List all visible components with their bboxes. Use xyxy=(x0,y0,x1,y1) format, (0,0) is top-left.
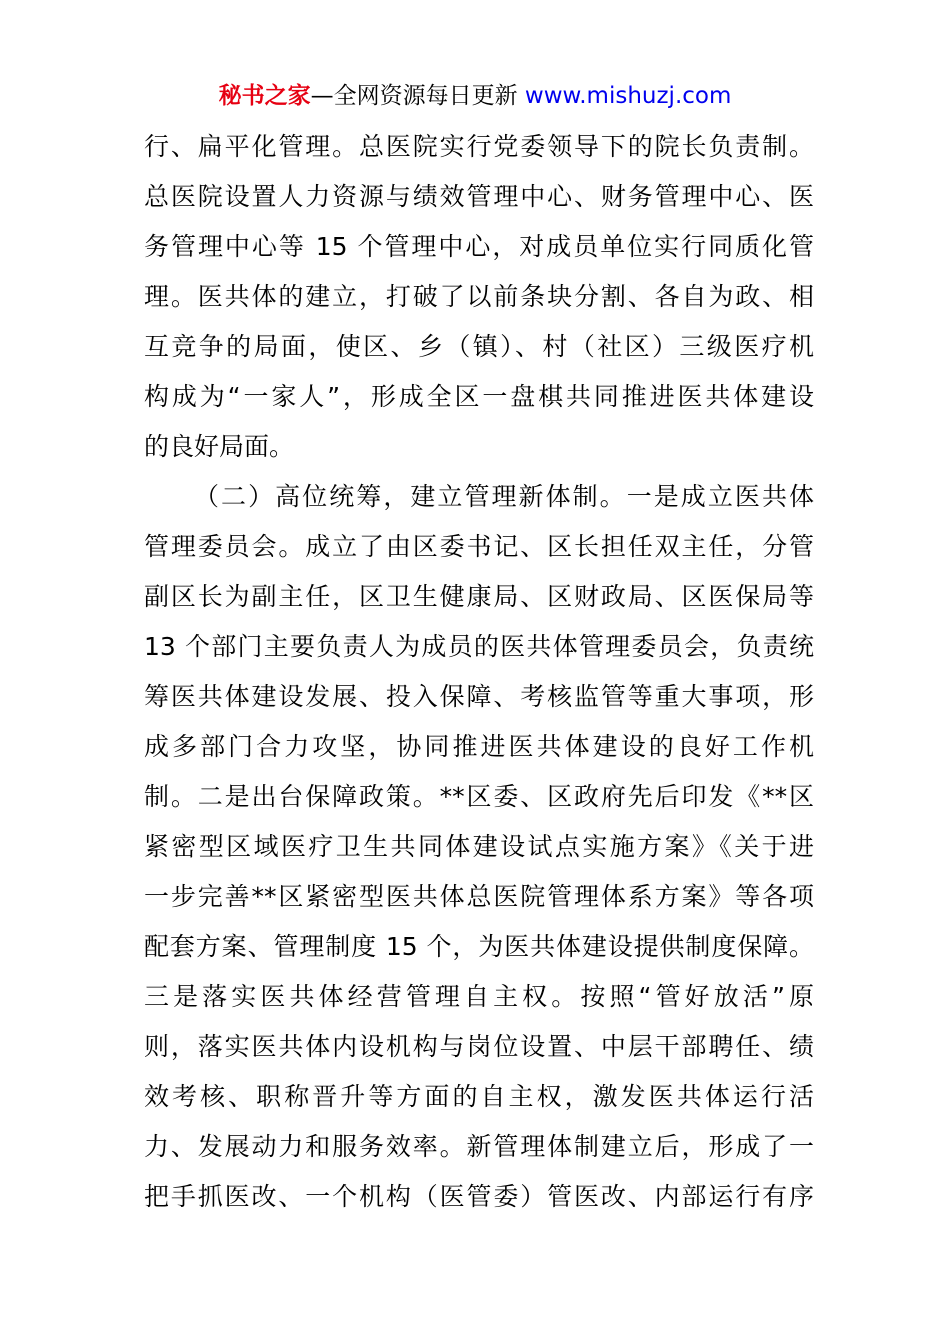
paragraph-1 xyxy=(144,122,814,472)
text-line: 的良好局面。 xyxy=(144,432,295,461)
site-header xyxy=(0,80,950,112)
text-line: 副区长为副主任，区卫生健康局、区财政局、区医保局等 xyxy=(144,582,814,611)
document-body xyxy=(144,122,814,1222)
text-line: 三是落实医共体经营管理自主权。按照“管好放活”原 xyxy=(144,982,814,1011)
text-line: 一步完善**区紧密型医共体总医院管理体系方案》等各项 xyxy=(144,882,814,911)
text-line: 筹医共体建设发展、投入保障、考核监管等重大事项，形 xyxy=(144,682,814,711)
text-line: 构成为“一家人”，形成全区一盘棋共同推进医共体建设 xyxy=(144,382,814,411)
text-line: 制。二是出台保障政策。**区委、区政府先后印发《**区 xyxy=(144,782,814,811)
text-line: 效考核、职称晋升等方面的自主权，激发医共体运行活 xyxy=(144,1082,814,1111)
text-line: 紧密型区域医疗卫生共同体建设试点实施方案》《关于进 xyxy=(144,832,814,861)
text-line: 总医院设置人力资源与绩效管理中心、财务管理中心、医 xyxy=(144,182,814,211)
brand-name: 秘书之家 xyxy=(218,83,311,109)
text-line: 则，落实医共体内设机构与岗位设置、中层干部聘任、绩 xyxy=(144,1032,814,1061)
text-line: 务管理中心等 15 个管理中心，对成员单位实行同质化管 xyxy=(144,232,814,261)
text-line: 13 个部门主要负责人为成员的医共体管理委员会，负责统 xyxy=(144,632,814,661)
text-line: 配套方案、管理制度 15 个，为医共体建设提供制度保障。 xyxy=(144,932,814,961)
text-line: 把手抓医改、一个机构（医管委）管医改、内部运行有序 xyxy=(144,1182,814,1211)
header-tagline: —全网资源每日更新 xyxy=(310,83,525,109)
text-line: 成多部门合力攻坚，协同推进医共体建设的良好工作机 xyxy=(144,732,814,761)
text-line: 管理委员会。成立了由区委书记、区长担任双主任，分管 xyxy=(144,532,814,561)
site-url[interactable]: www.mishuzj.com xyxy=(524,83,732,109)
text-line: 互竞争的局面，使区、乡（镇）、村（社区）三级医疗机 xyxy=(144,332,814,361)
paragraph-2 xyxy=(144,472,814,1222)
text-line: 行、扁平化管理。总医院实行党委领导下的院长负责制。 xyxy=(144,132,814,161)
text-line: 力、发展动力和服务效率。新管理体制建立后，形成了一 xyxy=(144,1132,814,1161)
text-line: （二）高位统筹，建立管理新体制。一是成立医共体 xyxy=(194,482,814,511)
text-line: 理。医共体的建立，打破了以前条块分割、各自为政、相 xyxy=(144,282,814,311)
